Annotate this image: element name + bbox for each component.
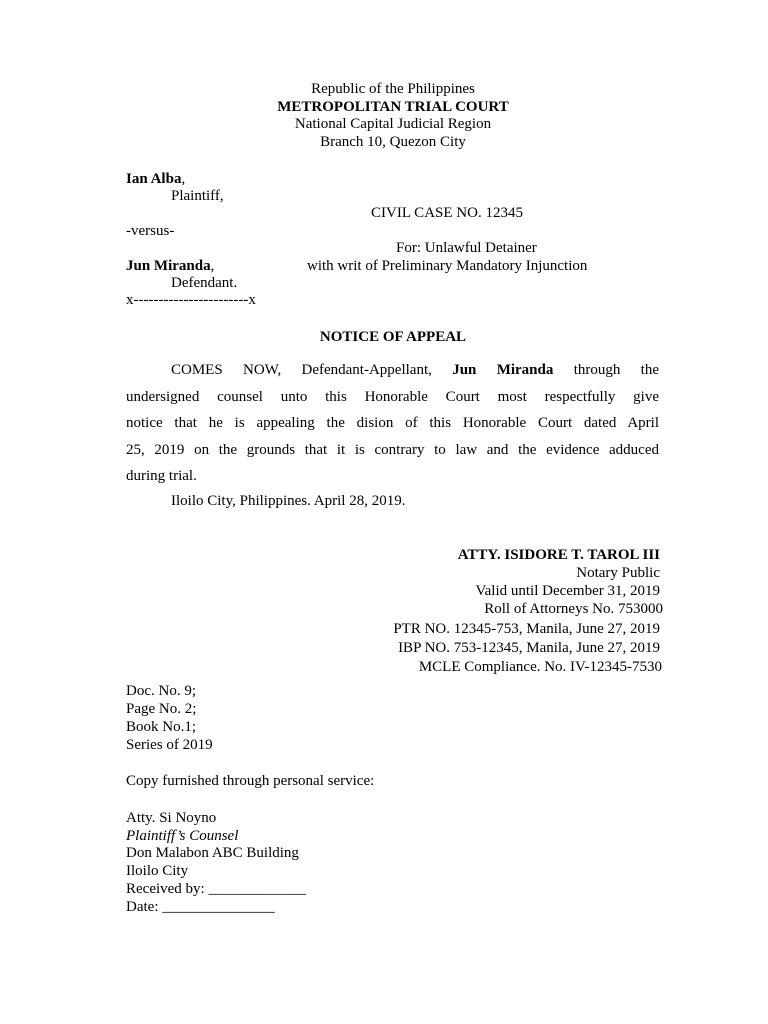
copy-heading: Copy furnished through personal service: xyxy=(126,773,375,789)
copy-address-1: Don Malabon ABC Building xyxy=(126,845,299,861)
body-line-3: notice that he is appealing the dision of this Honorable Court dated April xyxy=(126,415,659,431)
signatory-valid: Valid until December 31, 2019 xyxy=(475,583,660,599)
signatory-mcle: MCLE Compliance. No. IV-12345-7530 xyxy=(418,659,662,675)
defendant-line xyxy=(126,257,214,275)
notarial-book: Book No.1; xyxy=(126,719,197,735)
body-line-1-pre: COMES NOW, Defendant-Appellant, xyxy=(171,362,432,378)
defendant-role: Defendant. xyxy=(171,275,238,291)
signatory-roll: Roll of Attorneys No. 753000 xyxy=(484,601,663,617)
notarial-page: Page No. 2; xyxy=(126,701,197,717)
signatory-ibp: IBP NO. 753-12345, Manila, June 27, 2019 xyxy=(398,640,660,656)
signatory-name: ATTY. ISIDORE T. TAROL III xyxy=(457,547,660,563)
plaintiff-line xyxy=(126,170,185,188)
plaintiff-name: Ian Alba xyxy=(126,171,182,187)
case-writ-line: with writ of Preliminary Mandatory Injunction xyxy=(307,258,588,274)
defendant-name: Jun Miranda xyxy=(126,258,211,274)
copy-address-2: Iloilo City xyxy=(126,863,189,879)
copy-date: Date: _______________ xyxy=(126,899,275,915)
appellant-name: Jun Miranda xyxy=(452,362,554,378)
plaintiff-comma: , xyxy=(181,171,186,187)
body-line-5: during trial. xyxy=(126,468,197,484)
defendant-comma: , xyxy=(210,258,215,274)
signatory-title: Notary Public xyxy=(576,565,660,581)
notarial-doc: Doc. No. 9; xyxy=(126,683,196,699)
caption-separator: x-----------------------x xyxy=(126,292,256,308)
notarial-series: Series of 2019 xyxy=(126,737,213,753)
plaintiff-role: Plaintiff, xyxy=(171,188,224,204)
case-number: CIVIL CASE NO. 12345 xyxy=(371,205,523,221)
copy-name: Atty. Si Noyno xyxy=(126,810,217,826)
signatory-ptr: PTR NO. 12345-753, Manila, June 27, 2019 xyxy=(393,621,660,637)
header-republic: Republic of the Philippines xyxy=(311,81,475,97)
place-date: Iloilo City, Philippines. April 28, 2019. xyxy=(171,493,406,509)
copy-role: Plaintiff’s Counsel xyxy=(126,828,239,844)
header-court: METROPOLITAN TRIAL COURT xyxy=(277,99,509,115)
body-paragraph xyxy=(126,357,659,490)
header-region: National Capital Judicial Region xyxy=(294,116,492,132)
document-title: NOTICE OF APPEAL xyxy=(319,329,467,345)
body-line-4: 25, 2019 on the grounds that it is contrary to law and the evidence adduced xyxy=(126,441,659,458)
body-line-2: undersigned counsel unto this Honorable Court most respectfully give xyxy=(126,388,659,405)
versus-label: -versus- xyxy=(126,223,175,239)
copy-received: Received by: _____________ xyxy=(126,881,306,897)
body-line-1-post: through the xyxy=(573,362,660,378)
body-line-1 xyxy=(126,357,659,384)
header-branch: Branch 10, Quezon City xyxy=(320,134,466,150)
case-for-line: For: Unlawful Detainer xyxy=(396,240,537,256)
